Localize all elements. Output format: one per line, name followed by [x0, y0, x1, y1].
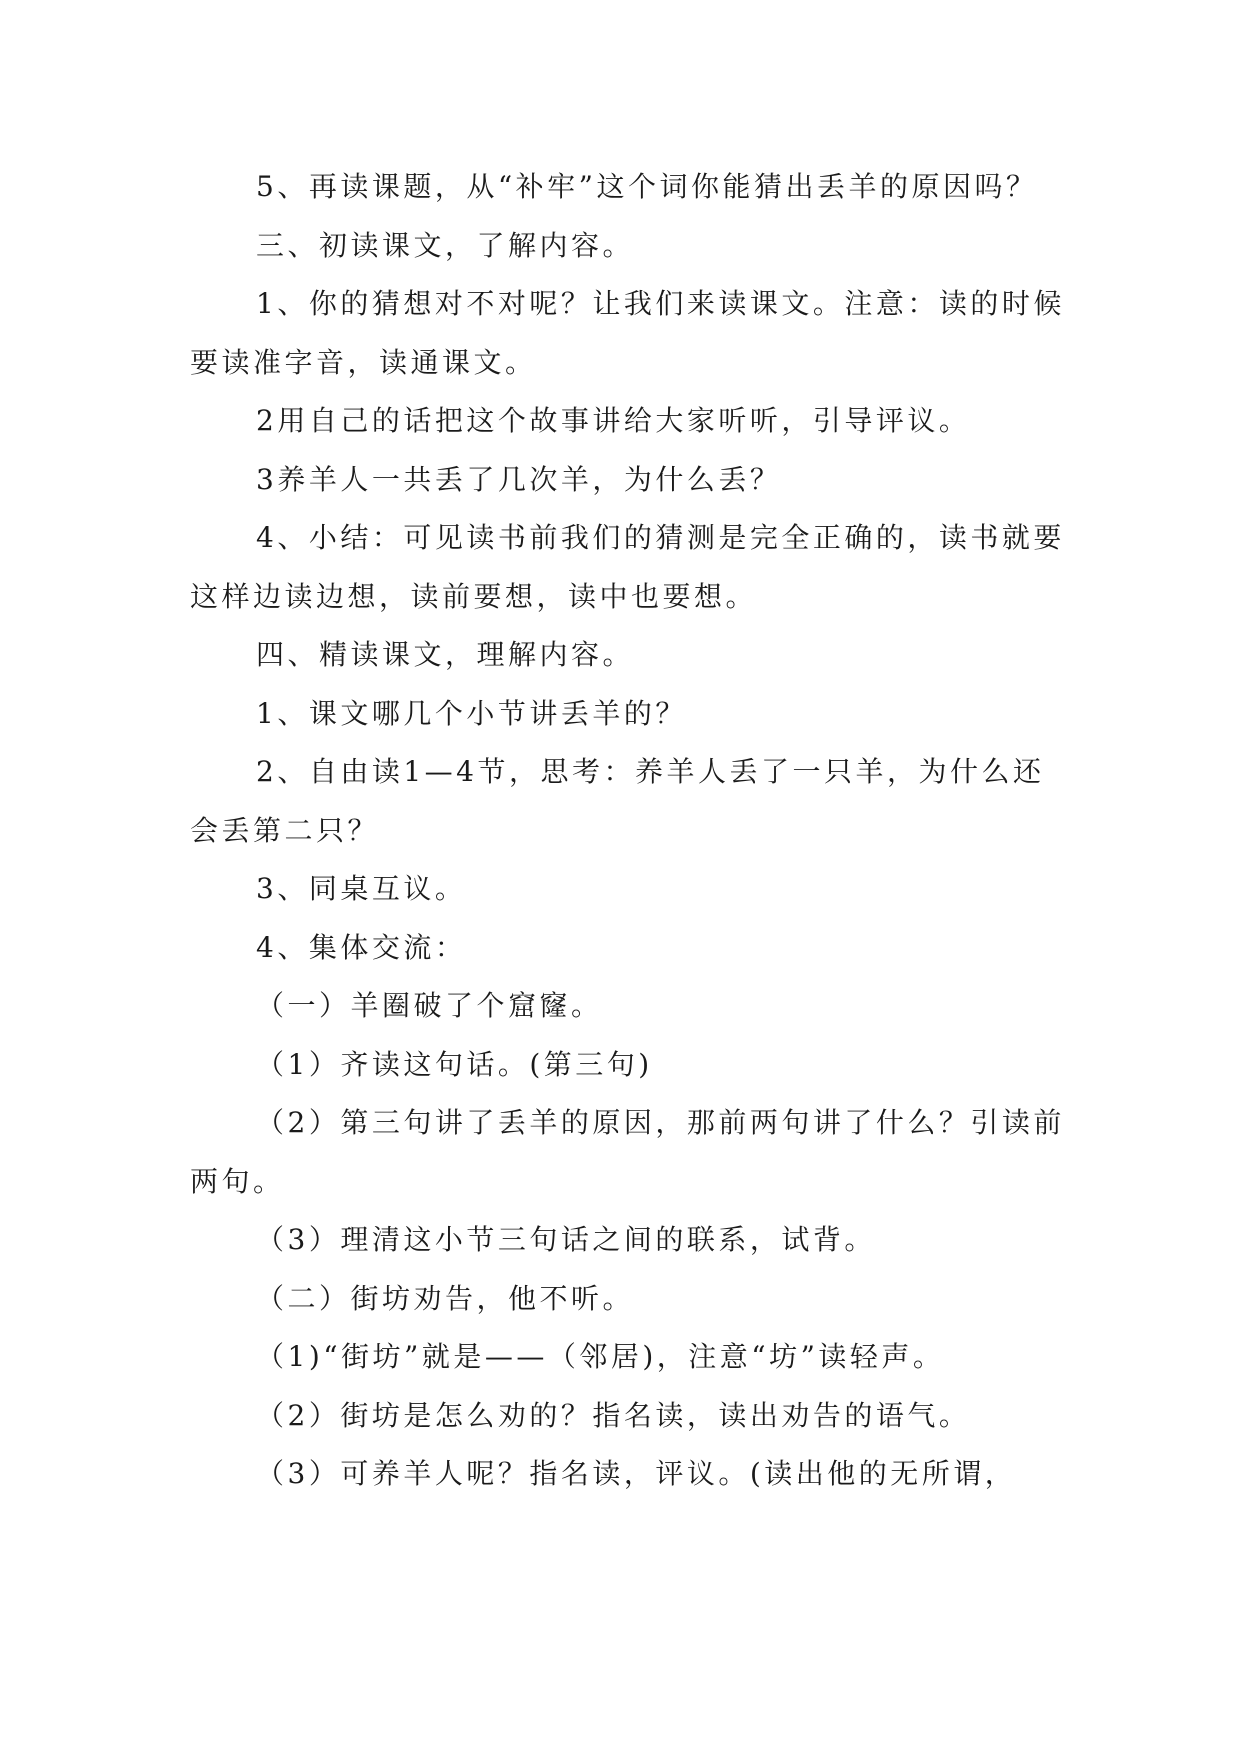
document-body	[190, 158, 1070, 1504]
paragraph: 4、小结：可见读书前我们的猜测是完全正确的，读书就要这样边读边想，读前要想，读中也要想。	[190, 521, 1065, 613]
paragraph: （1）齐读这句话。(第三句)	[256, 1047, 653, 1081]
paragraph: 5、再读课题，从“补牢”这个词你能猜出丢羊的原因吗？	[256, 170, 1038, 203]
paragraph: 3、同桌互议。	[256, 872, 467, 905]
paragraph: （2）第三句讲了丢羊的原因，那前两句讲了什么？引读前两句。	[190, 1106, 1065, 1198]
paragraph: 4、集体交流：	[256, 930, 467, 964]
paragraph: （1)“街坊”就是——（邻居)，注意“坊”读轻声。	[256, 1340, 945, 1373]
paragraph: 2、自由读1—4节，思考：养羊人丢了一只羊，为什么还会丢第二只？	[190, 755, 1045, 847]
paragraph: 2用自己的话把这个故事讲给大家听听，引导评议。	[256, 404, 971, 437]
paragraph: 3养羊人一共丢了几次羊，为什么丢？	[256, 462, 782, 496]
paragraph: 1、课文哪几个小节讲丢羊的？	[256, 696, 687, 730]
paragraph: （2）街坊是怎么劝的？指名读，读出劝告的语气。	[256, 1398, 971, 1432]
paragraph: （一）羊圈破了个窟窿。	[256, 989, 603, 1022]
section-heading: 四、精读课文，理解内容。	[256, 638, 635, 671]
paragraph: 1、你的猜想对不对呢？让我们来读课文。注意：读的时候要读准字音，读通课文。	[190, 287, 1065, 379]
section-heading: 三、初读课文，了解内容。	[256, 228, 635, 262]
paragraph: （二）街坊劝告，他不听。	[256, 1281, 635, 1315]
paragraph: （3）可养羊人呢？指名读，评议。(读出他的无所谓，	[256, 1457, 1017, 1490]
paragraph: （3）理清这小节三句话之间的联系，试背。	[256, 1223, 876, 1256]
